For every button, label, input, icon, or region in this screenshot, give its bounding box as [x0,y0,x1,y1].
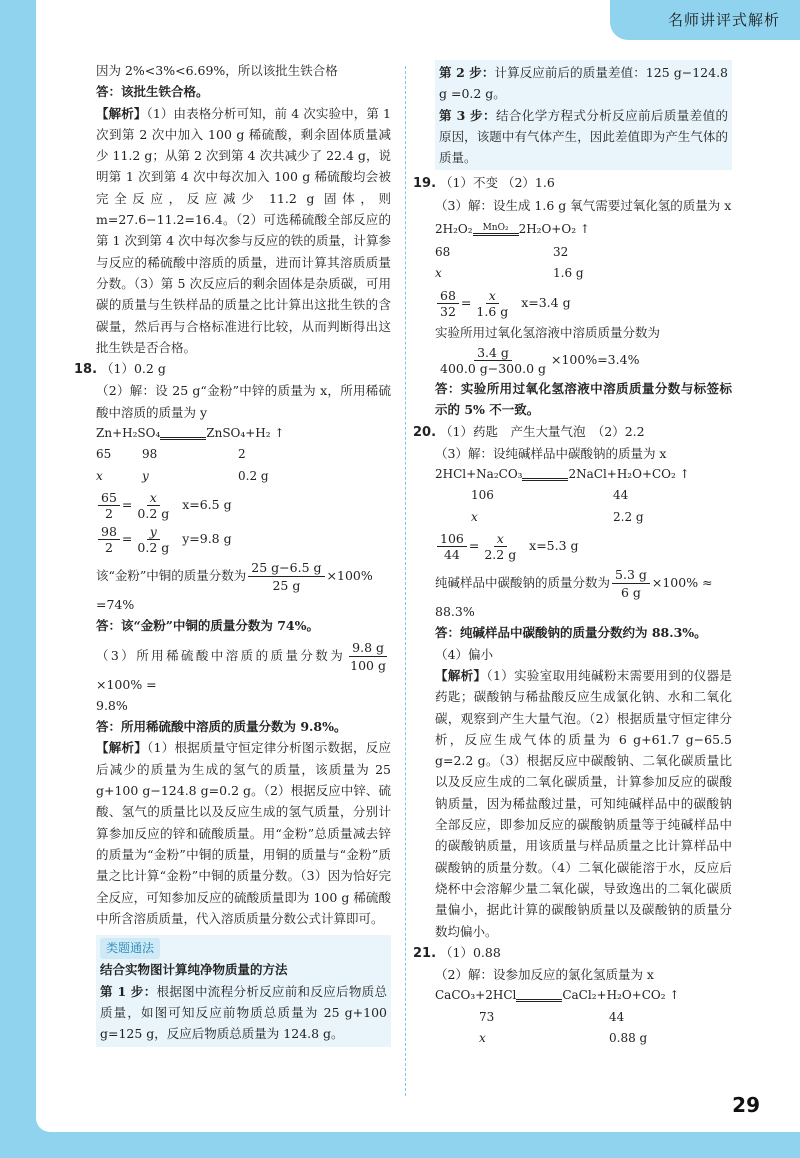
header-label: 名师讲评式解析 [667,11,780,29]
ratio-value: 106 [471,488,494,503]
denominator: 44 [443,547,460,563]
question-20-part3: （3）解：设纯碱样品中碳酸钠的质量为 x [435,445,667,461]
question-18-part2: （2）解：设 25 g“金粉”中锌的质量为 x，所用稀硫酸中溶质的质量为 y [96,383,391,420]
denominator: 25 g [272,577,301,593]
ratio-value: 2 [238,447,246,462]
method-step-3 [439,105,728,169]
analysis-text: （1）实验室取用纯碱粉末需要用到的仪器是药匙；碳酸钠与稀盐酸反应生成氯化钠、水和二氧化碳，观察到产生大量气泡。（2）根据质量守恒定律分析，反应生成气体的质量为 6 g+61.7 g−65.5 g=2.2 g。（3）根据反应中碳酸钠、二氧化碳质量比以及反应生成的二氧化碳质量，计算参加反应的碳酸钠质量，因为稀盐酸过量，可知纯碱样品中的碳酸钠全部反应，即参加反应的碳酸钠质量等于纯碱样品中的碳酸钠质量，用该质量与样品质量之比计算样品中碳酸钠的质量分数。（4）二氧化碳能溶于水，反应后烧杯中会溶解少量二氧化碳，导致逸出的二氧化碳质量偏小，据此计算的碳酸钠质量以及碳酸钠的质量分数均偏小。 [435,667,732,939]
answer-line: 答：纯碱样品中碳酸钠的质量分数约为 88.3%。 [435,625,707,641]
proportion-2: $\frac{98}{2}$ = $\frac{y}{0.2 g}$ y=9.8 g [96,524,391,555]
numerator: x [147,490,160,506]
result-line: 9.8% [96,697,128,713]
equals-sign [160,427,206,440]
analysis-text: （1）由表格分析可知，前 4 次实验中，第 1 次到第 2 次中加入 100 g 稀硫酸，剩余固体质量减少 11.2 g；从第 2 次到第 4 次共减少了 22.4 g，说明第 1 次到第 4 次中每次加入 100 g 稀硫酸均会被完全反应，反应减少 11.2 g 固体，则 m=27.6−11.2=16.4。（2）可选稀硫酸全部反应的第 1 次到第 4 次中每次参与反应的铁的质量，计算参与反应的稀硫酸中溶质的质量，进而计算其溶质质量分数。（3）第 5 次反应后的剩余固体是杂质碳，可用碳的质量与生铁样品的质量之比计算出这批生铁的含碳量，然后再与合格标准进行比较，从而判断得出这批生铁是否合格。 [96,105,391,355]
method-step-2 [439,62,728,105]
text: ×100% [326,567,373,583]
mass-ratio-row [435,1007,732,1028]
answer-line: 答：实验所用过氧化氢溶液中溶质质量分数与标签标示的 5% 不一致。 [435,380,732,418]
mass-ratio-row [435,242,732,263]
step-text: 计算反应前后的质量差值：125 g−124.8 g =0.2 g。 [439,65,729,102]
numerator: 5.3 g [612,566,650,584]
unknown-row [435,263,732,284]
denominator: 0.2 g [137,505,170,521]
ratio-value: 44 [609,1009,625,1024]
equation-reactants: Zn+H₂SO₄ [96,426,161,441]
equation-products: 2NaCl+H₂O+CO₂ ↑ [568,467,690,482]
analysis-18 [96,737,391,929]
method-box [96,935,391,1046]
column-divider [405,66,406,1096]
page-number: 29 [732,1093,760,1117]
numerator: y [147,524,160,540]
text-line: 因为 2%<3%<6.69%，所以该批生铁合格 [96,63,338,78]
unknown-value: x [435,266,442,281]
header-tab [610,0,800,40]
fraction [98,490,120,521]
equation-products: ZnSO₄+H₂ ↑ [206,426,285,441]
analysis-17 [96,103,391,359]
fraction [437,531,467,562]
unknown-row [96,466,391,487]
ratio-value: 68 [435,245,451,260]
denominator: 2 [104,505,113,521]
mass-ratio-row [96,444,391,465]
text: ×100% = [96,676,157,692]
method-box-continued [435,60,732,170]
denominator: 400.0 g−300.0 g [440,360,546,376]
unknown-value: x [479,1030,486,1045]
fraction [248,559,324,594]
percent-line [435,566,732,601]
analysis-20 [435,665,732,942]
step-label: 第 3 步： [439,107,496,123]
equation-reactants: 2HCl+Na₂CO₃ [435,467,523,482]
fraction [134,490,172,521]
numerator: 3.4 g [474,345,512,361]
unknown-value: 2.2 g [613,509,644,524]
denominator: 2.2 g [484,547,517,563]
chemical-equation [435,464,732,485]
result: y=9.8 g [182,530,232,546]
answer-line: 答：该批生铁合格。 [96,84,209,100]
fraction [612,566,650,601]
unknown-value: 1.6 g [553,266,584,281]
denominator: 1.6 g [476,303,509,319]
unknown-value: 0.88 g [609,1030,648,1045]
text: ×100%=3.4% [551,351,640,367]
question-20-part4: （4）偏小 [435,646,493,662]
numerator: 25 g−6.5 g [248,559,324,577]
denominator: 2 [104,539,113,555]
fraction [473,288,511,319]
fraction [481,531,519,562]
answer-text: （1）0.2 g [101,361,166,377]
answer-line: 答：所用稀硫酸中溶质的质量分数为 9.8%。 [96,719,347,735]
numerator: 65 [98,490,120,506]
proportion: $\frac{68}{32}$ = $\frac{x}{1.6 g}$ x=3.4 g [435,288,732,319]
question-number: 20. [413,424,437,440]
step-text: 结合化学方程式分析反应前后质量差值的原因，该题中有气体产生，因此差值即为产生气体的质量。 [439,107,728,166]
ratio-value: 32 [553,245,569,260]
fraction [134,524,172,555]
unknown-row [435,1028,732,1049]
question-number: 19. [413,176,437,192]
ratio-value: 44 [613,488,629,503]
result-line: =74% [96,596,135,612]
unknown-value: 0.2 g [238,468,269,483]
answer-text: （1）不变 （2）1.6 [440,175,555,191]
proportion-1: $\frac{65}{2}$ = $\frac{x}{0.2 g}$ x=6.5 g [96,490,391,521]
unknown-row [435,507,732,528]
step-label: 第 2 步： [439,65,495,80]
equals-sign [522,468,568,481]
question-number: 21. [413,945,437,961]
text: 该“金粉”中铜的质量分数为 [96,567,247,583]
equation-products: CaCl₂+H₂O+CO₂ ↑ [562,988,680,1003]
fraction [98,524,120,555]
analysis-tag: 【解析】 [96,740,148,756]
text: （3）所用稀硫酸中溶质的质量分数为 [96,647,346,663]
fraction [437,345,549,376]
result-line: 88.3% [435,604,475,620]
fraction [347,639,389,674]
equals-sign [473,223,519,236]
numerator: 106 [437,531,467,547]
numerator: x [486,288,499,304]
percent-line [435,345,732,376]
equation-reactants: CaCO₃+2HCl [435,988,517,1003]
question-20-part1 [413,421,732,443]
text: 纯碱样品中碳酸钠的质量分数为 [435,575,611,591]
analysis-tag: 【解析】 [96,105,147,121]
question-19-part3: （3）解：设生成 1.6 g 氧气需要过氧化氢的质量为 x [435,197,732,213]
numerator: 9.8 g [349,639,387,657]
question-18-part1 [74,358,391,380]
equals-sign [516,989,562,1002]
equation-products: 2H₂O+O₂ ↑ [518,222,590,237]
acid-fraction-line [96,639,391,695]
result: x=3.4 g [521,294,571,310]
method-tag: 类题通法 [100,938,160,959]
right-column [413,60,732,1049]
numerator: 68 [437,288,459,304]
question-number: 18. [74,362,98,378]
chemical-equation [96,423,391,444]
catalyst: MnO₂ [482,223,509,234]
question-19-part1 [413,172,732,194]
ratio-value: 65 [96,447,112,462]
question-21-part1 [413,942,732,964]
method-title: 结合实物图计算纯净物质量的方法 [100,962,288,978]
analysis-tag: 【解析】 [435,667,487,683]
equation-reactants: 2H₂O₂ [435,222,473,237]
left-column [74,60,391,1049]
ratio-value: 73 [479,1009,495,1024]
proportion: $\frac{106}{44}$ = $\frac{x}{2.2 g}$ x=5.3 g [435,531,732,562]
result: x=6.5 g [182,496,232,512]
question-21-part2: （2）解：设参加反应的氯化氢质量为 x [435,967,654,983]
chemical-equation [435,985,732,1006]
unknown-value: x [96,468,103,483]
mass-ratio-row [435,485,732,506]
unknown-value: x [471,509,478,524]
answer-line: 答：该“金粉”中铜的质量分数为 74%。 [96,618,320,634]
copper-fraction-line [96,559,391,594]
analysis-text: （1）根据质量守恒定律分析图示数据，反应后减少的质量为生成的氢气的质量，该质量为 25 g+100 g−124.8 g=0.2 g。（2）根据反应中锌、硫酸、氢气的质量比以及反应生成的氢气质量，分别计算参加反应的锌和硫酸质量。用“金粉”总质量减去锌的质量为“金粉”中铜的质量，用铜的质量与“金粉”质量之比计算“金粉”中铜的质量分数。（3）因为恰好完全反应，可知参加反应的硫酸质量即为 100 g 稀硫酸中所含溶质质量，代入溶质质量分数公式计算即可。 [96,740,391,926]
numerator: 98 [98,524,120,540]
denominator: 6 g [620,585,641,601]
result: x=5.3 g [529,538,579,554]
numerator: x [494,531,507,547]
denominator: 0.2 g [137,539,170,555]
denominator: 32 [440,303,456,319]
step-label: 第 1 步： [100,983,157,999]
denominator: 100 g [350,657,386,673]
step-text: 根据图中流程分析反应前和反应后物质总质量，如图可知反应前物质总质量为 25 g+100 g=125 g，反应后物质总质量为 124.8 g。 [100,983,387,1042]
ratio-value: 98 [142,447,158,462]
answer-text: （1）0.88 [440,944,501,960]
fraction [437,288,459,319]
answer-text: （1）药匙 产生大量气泡 （2）2.2 [440,423,645,439]
chemical-equation [435,216,732,242]
text-line: 实验所用过氧化氢溶液中溶质质量分数为 [435,324,661,340]
method-step-1 [100,981,387,1045]
text: ×100% ≈ [651,575,713,591]
unknown-value: y [142,468,149,483]
